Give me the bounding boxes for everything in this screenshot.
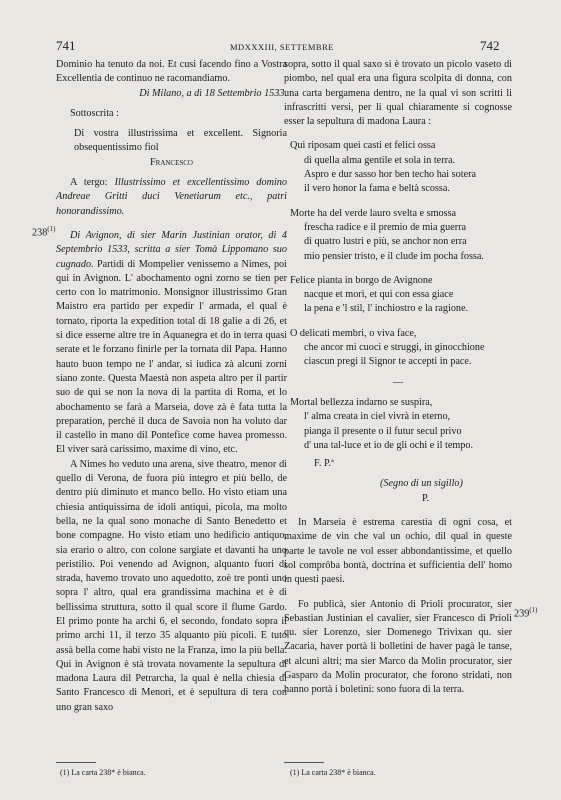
poem-line: Aspro e dur sasso hor ben techo hai sotera (304, 169, 477, 181)
poem-line: l' alma creata in ciel vivrà in eterno, (304, 411, 451, 423)
poem-line: mio pensier tristo, e il clude im pocha fossa. (304, 250, 484, 262)
entry-number-margin (32, 225, 55, 238)
margin-number-right (514, 606, 537, 619)
tergo-label: A tergo: (70, 177, 115, 189)
stanza-3 (284, 274, 512, 317)
tergo-text: Illustrissimo et excellentissimo domino Andreae Gritti duci Venetiarum etc., patri honorandissimo. (56, 177, 287, 217)
poem-line: d' una tal-luce et io de gli ochi e il tempo. (304, 439, 474, 451)
signature-line: Di vostra illustrissima et excellent. Signoria obsequentissimo fiol (74, 128, 287, 154)
stanza-2 (284, 207, 512, 264)
entry-note-ref: (1) (47, 225, 56, 233)
poem-line: nacque et morì, et qui con essa giace (304, 289, 454, 301)
poem-line: il vero honor la fama e beltà scossa. (304, 183, 450, 195)
running-title: MDXXXIII, SETTEMBRE (230, 42, 334, 52)
page-number-right: 742 (480, 38, 500, 53)
nimes-paragraph: A Nimes ho veduto una arena, sive theatro, menor di quello di Verona, de fuora più integro et più bello, de dentro più diminuto et manco bello. Ho visto etiam una chiesia antiquissima de idoli antiqui, picola, ma molto bella, ne la qual sono monache di Santo Benedetto et bone compagne. Ho visto etiam uno hedificio antiquo, sia erario o altro, con colone sargiate et davanti ha uno peristilio. Poi venendo ad Avignon, alquanto fuori di strada, havemo trovato uno aquedotto, zoè tre ponti uno sopra l' altro, qual era grandissima machina et è di bellissima struttura, sotto il qual score il flume Gardo. El primo ponte ha archi 6, el secondo, fondato sopra il primo archi 11, il terzo 35 alquanto più picoli. E tuto assà bella come habi visto ne la Franza, imo la più bella. Qui in Avignon è stà trovata novamente la sepultura di madona Laura dil Petrarcha, la qual è nella chiesia di Santo Francesco di Menori, et è sepultura di tera con uno gran saxo (56, 458, 287, 713)
poem-line: la pena e 'l stil, l' inchiostro e la ragione. (304, 303, 469, 315)
signature-name: Francesco (149, 156, 193, 168)
poem-line: ciascun pregi il Signor te accepti in pace. (304, 356, 472, 368)
poem-line: Mortal bellezza indarno se suspira, (290, 396, 433, 408)
entry-heading: Di Avignon, di sier Marin Justinian orator, di 4 Septembrio 1533, scritta a sier Tomà Lippomano suo cugnado. (56, 229, 287, 270)
marseia-paragraph: In Marseia è estrema carestia di ogni cosa, et maxime de vin che val un ochio, dil qual in queste parte le tavole ne vol esser abbondantissime, et quello sol comprôba bontà, doctrina et sufficientia dell' homo in questi paesi. (284, 517, 512, 586)
poem-line: pianga il presente o il futur secul privo (304, 425, 462, 437)
margin-note-ref: (1) (529, 606, 538, 614)
letter-dateline: Di Milano, a dì 18 Settembrio 1533. (139, 87, 287, 99)
page-number-left: 741 (56, 38, 76, 53)
stanza-5 (284, 396, 512, 453)
poem-line: che ancor mi cuoci e struggi, in ginocchione (304, 342, 485, 354)
poem-line: di quella alma gentile et sola in terra. (304, 154, 456, 166)
poem-line: Felice pianta in borgo de Avignone (290, 274, 433, 286)
footnote-right: (1) La carta 238* è bianca. (290, 768, 376, 777)
poem-initials: F. P.ª (314, 458, 334, 470)
entry-number: 238 (32, 227, 48, 239)
poem-line: O delicati membri, o viva face, (290, 327, 417, 339)
stanza-1 (284, 139, 512, 196)
margin-number: 239 (514, 608, 530, 620)
letter-closing-paragraph: Dominio ha tenuto da noi. Et cusi facendo fino a Vostra Excellentia de continuo ne racomandiamo. (56, 59, 287, 85)
poem-line: Qui riposam quei casti et felici ossa (290, 140, 436, 152)
intro-paragraph: sopra, sotto il qual saxo si è trovato un picolo vaseto di piombo, nel qual era una figura scolpita di donna, con una carta bergamena dentro, ne la qual vi son scritti li infrascritti versi, per li qual chiaramente si cognosse esser la sepultura di madona Laura : (284, 59, 512, 128)
sottoscrita-label: Sottoscrita : (70, 107, 119, 119)
fo-publica-paragraph: Fo publicà, sier Antonio di Prioli procurator, sier Sebastian Justinian el cavalier, sier Francesco di Prioli qu. sier Lorenzo, sier Domenego Trivixan qu. sier Zacaria, haver portà li bolletini de haver pagà le tanse, et alcuni altri; ma sier Marco da Molin procurator, sier Gasparo da Molin procurator, che forono stridati, non hanno portà i boletini: sono fuora di la terra. (284, 598, 512, 696)
entry-body: Partidi di Mompelier venissemo a Nimes, poi qui in Avignon. L' abochamento ogni zorno se tien per certo con lo matrimonio. Monsignor illustrissimo Gran Maistro era partido per expedir l' armada, el qual è tornato, riporta la expedition total di 18 galie a di 26, et si dice esserne altre tre in Aquanegra et do in terra quasi serate et le forzano finirle per la tornata dil Papa. Hanno hauto buon tempo ne l' andar, si iudica zà alcuni zorni siano zonte. Questa Maestà non aspeta altro per il partir suo de qui se non la nova di la partita di Roma, et lo abochamento se farà a Marseia, dove zà è fata tutta la preparation, perchè il duca de Savoia non ha voluto dar il castello in mano dil Pontefice come havea promesso. El viver sarà carissimo, maxime di vino, etc. (56, 258, 287, 456)
poem-line: frescha radice e il premio de mia guerra (304, 221, 467, 233)
poem-line: Morte ha del verde lauro svelta e smossa (290, 207, 457, 219)
seal-note: (Segno di un sigillo) (380, 478, 463, 490)
right-column (284, 58, 512, 698)
tergo-address (56, 176, 287, 219)
left-column (56, 58, 287, 715)
p-mark: P. (422, 492, 430, 504)
entry-238-paragraph (56, 229, 287, 458)
footnote-rule-left (56, 762, 96, 763)
footnote-left: (1) La carta 238* è bianca. (60, 768, 146, 777)
poem-line: di quatro lustri e più, se anchor non erra (304, 236, 467, 248)
stanza-4 (284, 327, 512, 370)
poem-separator: — (392, 376, 404, 388)
footnote-rule-right (284, 762, 324, 763)
